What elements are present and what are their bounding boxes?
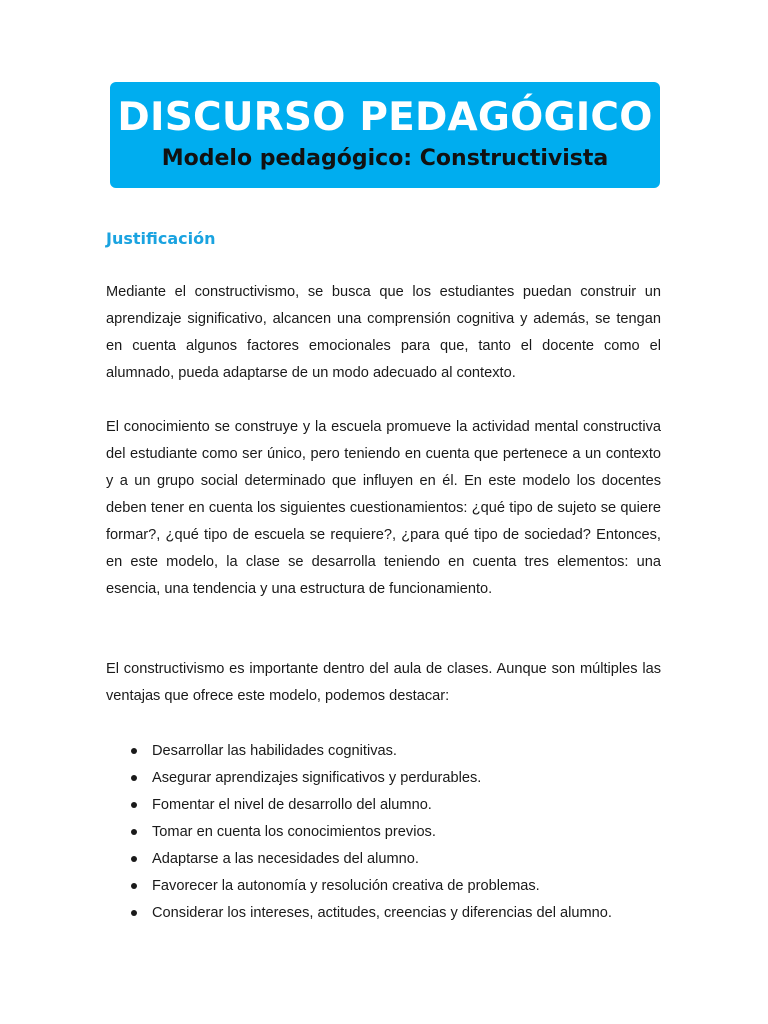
list-item-text: Tomar en cuenta los conocimientos previos. xyxy=(152,824,436,840)
list-item-text: Favorecer la autonomía y resolución creativa de problemas. xyxy=(152,878,540,894)
list-item xyxy=(106,873,666,900)
bullet-dot-icon xyxy=(131,856,137,862)
bullet-dot-icon xyxy=(131,775,137,781)
section-heading-justificacion: Justificación xyxy=(106,229,216,248)
list-item-text: Asegurar aprendizajes significativos y perdurables. xyxy=(152,770,482,786)
list-item-text: Desarrollar las habilidades cognitivas. xyxy=(152,743,397,759)
bullet-dot-icon xyxy=(131,829,137,835)
list-item xyxy=(106,846,666,873)
title-banner xyxy=(110,82,660,188)
paragraph-3: El constructivismo es importante dentro del aula de clases. Aunque son múltiples las ventajas que ofrece este modelo, podemos destacar: xyxy=(106,661,661,704)
paragraph-1: Mediante el constructivismo, se busca que los estudiantes puedan construir un aprendizaje significativo, alcancen una comprensión cognitiva y además, se tengan en cuenta algunos factores emocionales para que, tanto el docente como el alumnado, pueda adaptarse de un modo adecuado al contexto. xyxy=(106,284,661,381)
document-subtitle: Modelo pedagógico: Constructivista xyxy=(161,146,609,171)
list-item-text: Fomentar el nivel de desarrollo del alumno. xyxy=(152,797,432,813)
list-item xyxy=(106,792,666,819)
bullet-dot-icon xyxy=(131,802,137,808)
advantages-list xyxy=(106,738,666,927)
document-title: DISCURSO PEDAGÓGICO xyxy=(117,95,653,140)
list-item-text: Adaptarse a las necesidades del alumno. xyxy=(152,851,419,867)
bullet-dot-icon xyxy=(131,748,137,754)
list-item xyxy=(106,765,666,792)
bullet-dot-icon xyxy=(131,910,137,916)
list-item-text: Considerar los intereses, actitudes, creencias y diferencias del alumno. xyxy=(152,905,612,921)
list-item xyxy=(106,900,666,927)
bullet-dot-icon xyxy=(131,883,137,889)
list-item xyxy=(106,819,666,846)
list-item xyxy=(106,738,666,765)
paragraph-2: El conocimiento se construye y la escuela promueve la actividad mental constructiva del estudiante como ser único, pero teniendo en cuenta que pertenece a un contexto y a un grupo social determinado que influyen en él. En este modelo los docentes deben tener en cuenta los siguientes cuestionamientos: ¿qué tipo de sujeto se quiere formar?, ¿qué tipo de escuela se requiere?, ¿para qué tipo de sociedad? Entonces, en este modelo, la clase se desarrolla teniendo en cuenta tres elementos: una esencia, una tendencia y una estructura de funcionamiento. xyxy=(106,419,661,597)
